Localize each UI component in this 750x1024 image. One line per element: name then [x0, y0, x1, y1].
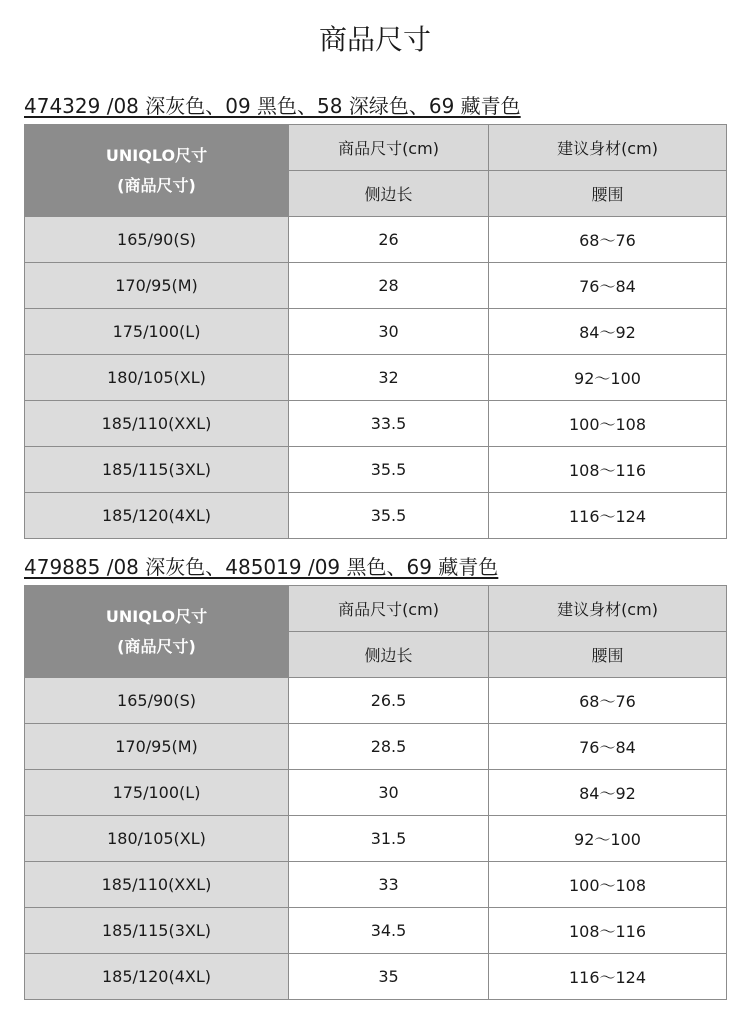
- table-row: [25, 724, 727, 770]
- waist-cell: 116～124: [489, 954, 727, 1000]
- waist-cell: 76～84: [489, 724, 727, 770]
- side-length-cell: 30: [289, 770, 489, 816]
- waist-cell: 84～92: [489, 770, 727, 816]
- size-cell: 175/100(L): [25, 770, 289, 816]
- side-length-cell: 30: [289, 309, 489, 355]
- brand-size-label: UNIQLO尺寸: [105, 145, 208, 165]
- table-row: [25, 678, 727, 724]
- table-header-row: [25, 125, 727, 171]
- waist-header: 腰围: [489, 632, 727, 678]
- waist-cell: 100～108: [489, 862, 727, 908]
- waist-cell: 68～76: [489, 217, 727, 263]
- size-cell: 170/95(M): [25, 263, 289, 309]
- brand-size-header: [25, 586, 289, 678]
- table-row: [25, 816, 727, 862]
- waist-cell: 116～124: [489, 493, 727, 539]
- table-row: [25, 355, 727, 401]
- waist-cell: 84～92: [489, 309, 727, 355]
- side-length-cell: 26: [289, 217, 489, 263]
- size-cell: 185/110(XXL): [25, 401, 289, 447]
- side-length-cell: 28.5: [289, 724, 489, 770]
- table-row: [25, 309, 727, 355]
- table-row: [25, 862, 727, 908]
- waist-cell: 92～100: [489, 355, 727, 401]
- waist-cell: 92～100: [489, 816, 727, 862]
- size-cell: 180/105(XL): [25, 816, 289, 862]
- size-cell: 185/110(XXL): [25, 862, 289, 908]
- waist-header: 腰围: [489, 171, 727, 217]
- size-cell: 170/95(M): [25, 724, 289, 770]
- size-cell: 185/120(4XL): [25, 954, 289, 1000]
- product-size-sublabel: (商品尺寸): [117, 175, 196, 195]
- page-title: 商品尺寸: [318, 23, 431, 56]
- section-heading-1: 474329 /08 深灰色、09 黑色、58 深绿色、69 藏青色: [24, 94, 521, 118]
- side-length-cell: 32: [289, 355, 489, 401]
- side-length-cell: 35: [289, 954, 489, 1000]
- size-table-1: [24, 124, 727, 539]
- product-size-header: 商品尺寸(cm): [289, 125, 489, 171]
- table-row: [25, 954, 727, 1000]
- side-length-cell: 35.5: [289, 493, 489, 539]
- size-cell: 185/115(3XL): [25, 908, 289, 954]
- table-row: [25, 217, 727, 263]
- size-cell: 185/115(3XL): [25, 447, 289, 493]
- size-cell: 185/120(4XL): [25, 493, 289, 539]
- table-row: [25, 493, 727, 539]
- side-length-cell: 26.5: [289, 678, 489, 724]
- waist-cell: 108～116: [489, 447, 727, 493]
- table-row: [25, 401, 727, 447]
- product-size-header: 商品尺寸(cm): [289, 586, 489, 632]
- side-length-header: 侧边长: [289, 171, 489, 217]
- table-row: [25, 447, 727, 493]
- side-length-cell: 33.5: [289, 401, 489, 447]
- side-length-header: 侧边长: [289, 632, 489, 678]
- table-row: [25, 908, 727, 954]
- size-cell: 165/90(S): [25, 678, 289, 724]
- body-size-header: 建议身材(cm): [489, 586, 727, 632]
- side-length-cell: 33: [289, 862, 489, 908]
- side-length-cell: 28: [289, 263, 489, 309]
- body-size-header: 建议身材(cm): [489, 125, 727, 171]
- table-row: [25, 263, 727, 309]
- waist-cell: 100～108: [489, 401, 727, 447]
- waist-cell: 76～84: [489, 263, 727, 309]
- waist-cell: 68～76: [489, 678, 727, 724]
- size-cell: 175/100(L): [25, 309, 289, 355]
- product-size-sublabel: (商品尺寸): [117, 636, 196, 656]
- side-length-cell: 35.5: [289, 447, 489, 493]
- size-table-2: [24, 585, 727, 1000]
- section-heading-2: 479885 /08 深灰色、485019 /09 黑色、69 藏青色: [24, 555, 499, 579]
- side-length-cell: 34.5: [289, 908, 489, 954]
- brand-size-label: UNIQLO尺寸: [105, 606, 208, 626]
- table-header-row: [25, 586, 727, 632]
- waist-cell: 108～116: [489, 908, 727, 954]
- size-cell: 180/105(XL): [25, 355, 289, 401]
- size-cell: 165/90(S): [25, 217, 289, 263]
- brand-size-header: [25, 125, 289, 217]
- table-row: [25, 770, 727, 816]
- side-length-cell: 31.5: [289, 816, 489, 862]
